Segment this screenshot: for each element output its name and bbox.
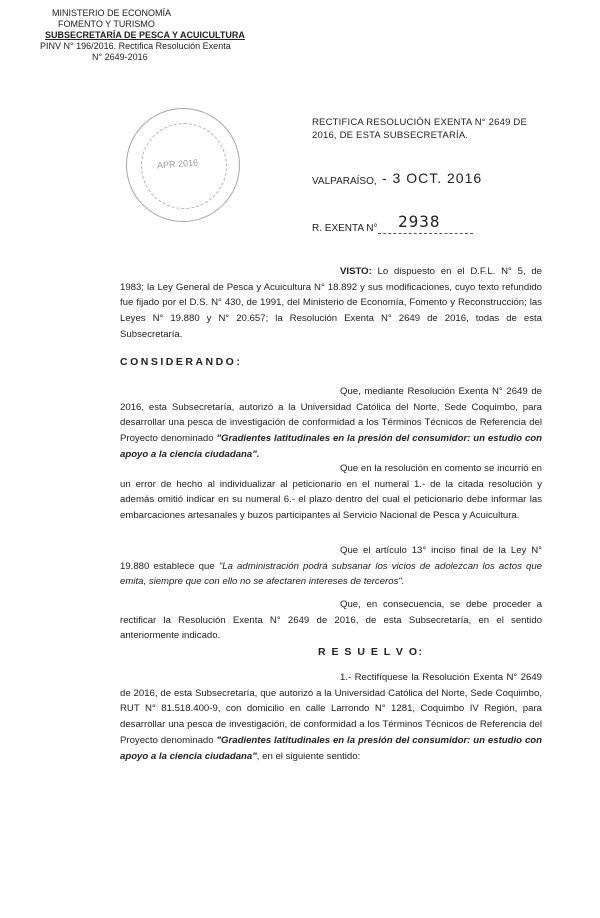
ministry-subname: FOMENTO Y TURISMO bbox=[58, 19, 155, 29]
considerando-p1-project: "Gradientes latitudinales en la presión del consumidor: un estudio con apoyo a la ciencia ciudadana". bbox=[120, 433, 542, 460]
resolution-label: R. EXENTA N° bbox=[312, 223, 378, 234]
document-title bbox=[312, 116, 562, 142]
resuelvo-paragraph-1 bbox=[120, 670, 542, 764]
reference-number: N° 2649-2016 bbox=[92, 52, 148, 62]
visto-label: VISTO: bbox=[340, 266, 372, 277]
subsecretaria-name: SUBSECRETARÍA DE PESCA Y ACUICULTURA bbox=[45, 30, 245, 40]
considerando-p1-text: Que, mediante Resolución Exenta N° 2649 de 2016, esta Subsecretaría, autorizó a la Universidad Católica del Norte, Sede Coquimbo, para desarrollar una pesca de investigación de conformidad a los Términos Técnicos de Referencia del Proyecto denominado bbox=[120, 386, 542, 445]
resolution-dotted-line bbox=[378, 232, 473, 234]
considerando-paragraph-4 bbox=[120, 597, 542, 644]
considerando-p3-quote: "La administración podrá subsanar los vicios de adolezcan los actos que emita, siempre que con ello no se afectaren intereses de terceros". bbox=[120, 560, 543, 588]
considerando-paragraph-1 bbox=[120, 384, 542, 463]
considerando-p3-text: Que el artículo 13° inciso final de la Ley N° 19.880 establece que bbox=[120, 545, 542, 572]
considerando-heading: CONSIDERANDO: bbox=[120, 356, 243, 368]
considerando-p2-text: Que en la resolución en comento se incurrió en un error de hecho al individualizar al peticionario en el numeral 1.- de la citada resolución y además omitió indicar en su numeral 6.- el plazo dentro del cual el peticionario debe informar las embarcaciones artesanales y buzos participantes al Servicio Nacional de Pesca y Acuicultura. bbox=[120, 463, 542, 522]
official-stamp bbox=[126, 108, 240, 222]
document-date: - 3 OCT. 2016 bbox=[382, 170, 483, 186]
considerando-paragraph-2 bbox=[120, 461, 542, 524]
visto-text: Lo dispuesto en el D.F.L. N° 5, de 1983; la Ley General de Pesca y Acuicultura N° 18.892 y sus modificaciones, cuyo texto refundido fue fijado por el D.S. N° 430, de 1991, del Ministerio de Economía, Fomento y Reconstrucción; las Leyes N° 19.880 y N° 20.657; la Resolución Exenta N° 2649 de 2016, todas de esta Subsecretaría. bbox=[120, 266, 543, 340]
ministry-name: MINISTERIO DE ECONOMÍA bbox=[52, 8, 172, 18]
resolution-number: 2938 bbox=[398, 212, 441, 231]
reference-line: PINV N° 196/2016. Rectifica Resolución Exenta bbox=[40, 41, 231, 51]
title-line-1: RECTIFICA RESOLUCIÓN EXENTA N° 2649 DE bbox=[312, 117, 527, 128]
title-line-2: 2016, DE ESTA SUBSECRETARÍA. bbox=[312, 130, 469, 141]
resuelvo-heading: R E S U E L V O: bbox=[318, 646, 424, 658]
resuelvo-p1-tail: , en el siguiente sentido: bbox=[256, 750, 361, 762]
resuelvo-p1-text: 1.- Rectifíquese la Resolución Exenta N° 2649 de 2016, de esta Subsecretaría, que autorizó a la Universidad Católica del Norte, Sede Coquimbo, RUT N° 81.518.400-9, con domicilio en calle Larrondo N° 1281, Coquimbo IV Región, para desarrollar una pesca de investigación, de conformidad a los Términos Técnicos de Referencia del Proyecto denominado bbox=[120, 672, 542, 746]
visto-paragraph bbox=[120, 264, 542, 343]
considerando-paragraph-3 bbox=[120, 543, 542, 590]
place: VALPARAÍSO, bbox=[312, 176, 377, 187]
considerando-p4-text: Que, en consecuencia, se debe proceder a rectificar la Resolución Exenta N° 2649 de 2016, de esta Subsecretaría, en el sentido anteriormente indicado. bbox=[120, 599, 542, 642]
stamp-text: APR 2016 bbox=[156, 157, 199, 171]
resuelvo-p1-project: "Gradientes latitudinales en la presión del consumidor: un estudio con apoyo a la ciencia ciudadana" bbox=[120, 734, 542, 762]
